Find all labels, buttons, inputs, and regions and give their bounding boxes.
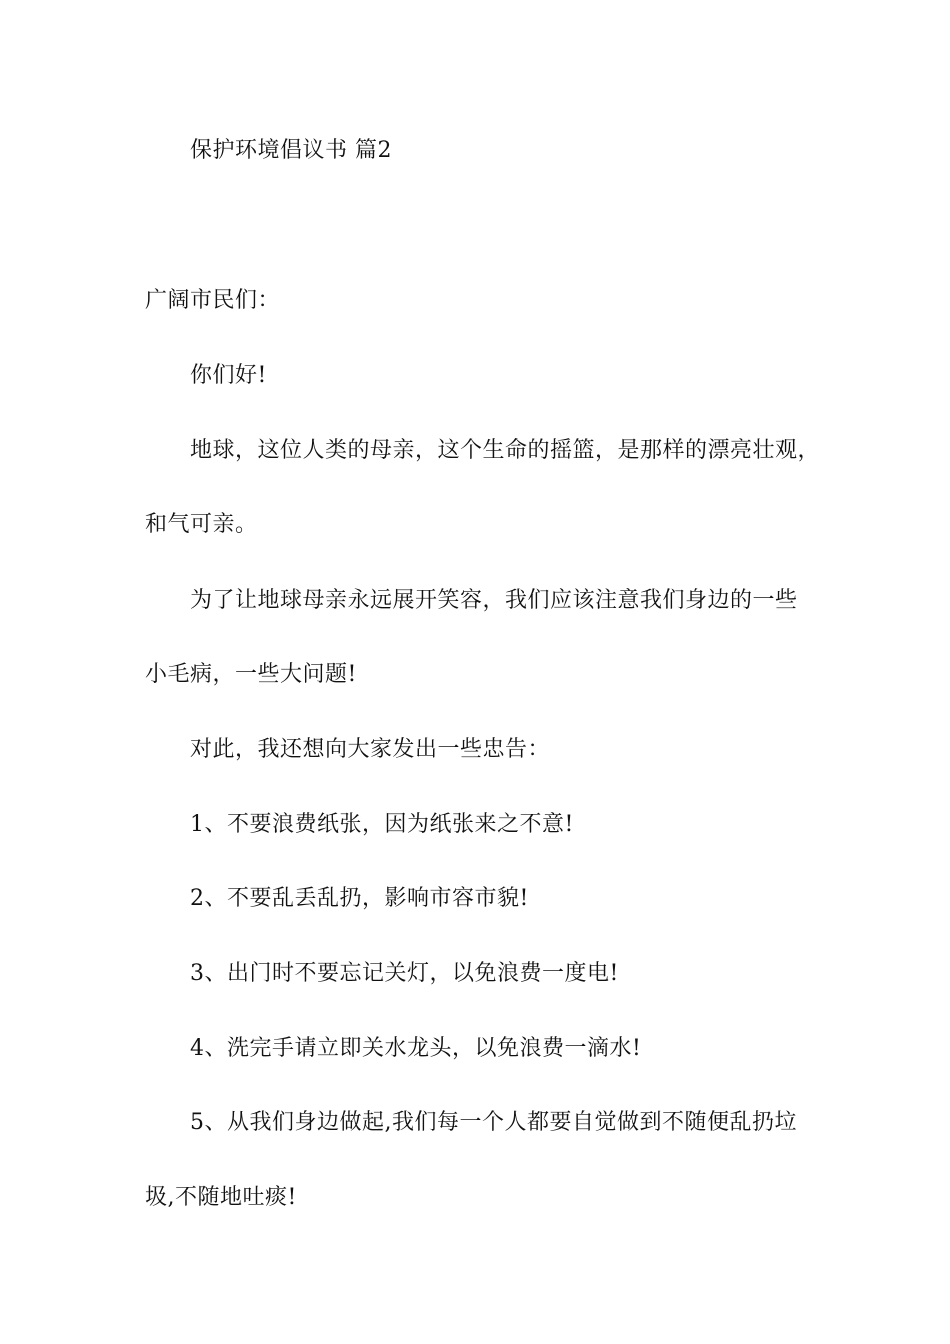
paragraph-1-line-1: 地球，这位人类的母亲，这个生命的摇篮，是那样的漂亮壮观， — [190, 438, 821, 463]
paragraph-2-line-2: 小毛病，一些大问题! — [145, 662, 357, 687]
salutation: 广阔市民们： — [145, 288, 281, 313]
advice-intro: 对此，我还想向大家发出一些忠告： — [190, 737, 551, 762]
list-item: 3、出门时不要忘记关灯，以免浪费一度电! — [190, 961, 619, 986]
list-item-5-line-1: 5、从我们身边做起,我们每一个人都要自觉做到不随便乱扔垃 — [190, 1110, 797, 1135]
paragraph-2-line-1: 为了让地球母亲永远展开笑容，我们应该注意我们身边的一些 — [190, 588, 798, 613]
list-item: 1、不要浪费纸张，因为纸张来之不意! — [190, 812, 574, 837]
paragraph-1-line-2: 和气可亲。 — [145, 512, 258, 537]
document-title: 保护环境倡议书 篇2 — [190, 138, 392, 163]
greeting: 你们好! — [190, 363, 267, 388]
list-item-5-line-2: 圾,不随地吐痰! — [145, 1185, 297, 1210]
list-item: 2、不要乱丢乱扔，影响市容市貌! — [190, 886, 529, 911]
list-item: 4、洗完手请立即关水龙头，以免浪费一滴水! — [190, 1036, 642, 1061]
